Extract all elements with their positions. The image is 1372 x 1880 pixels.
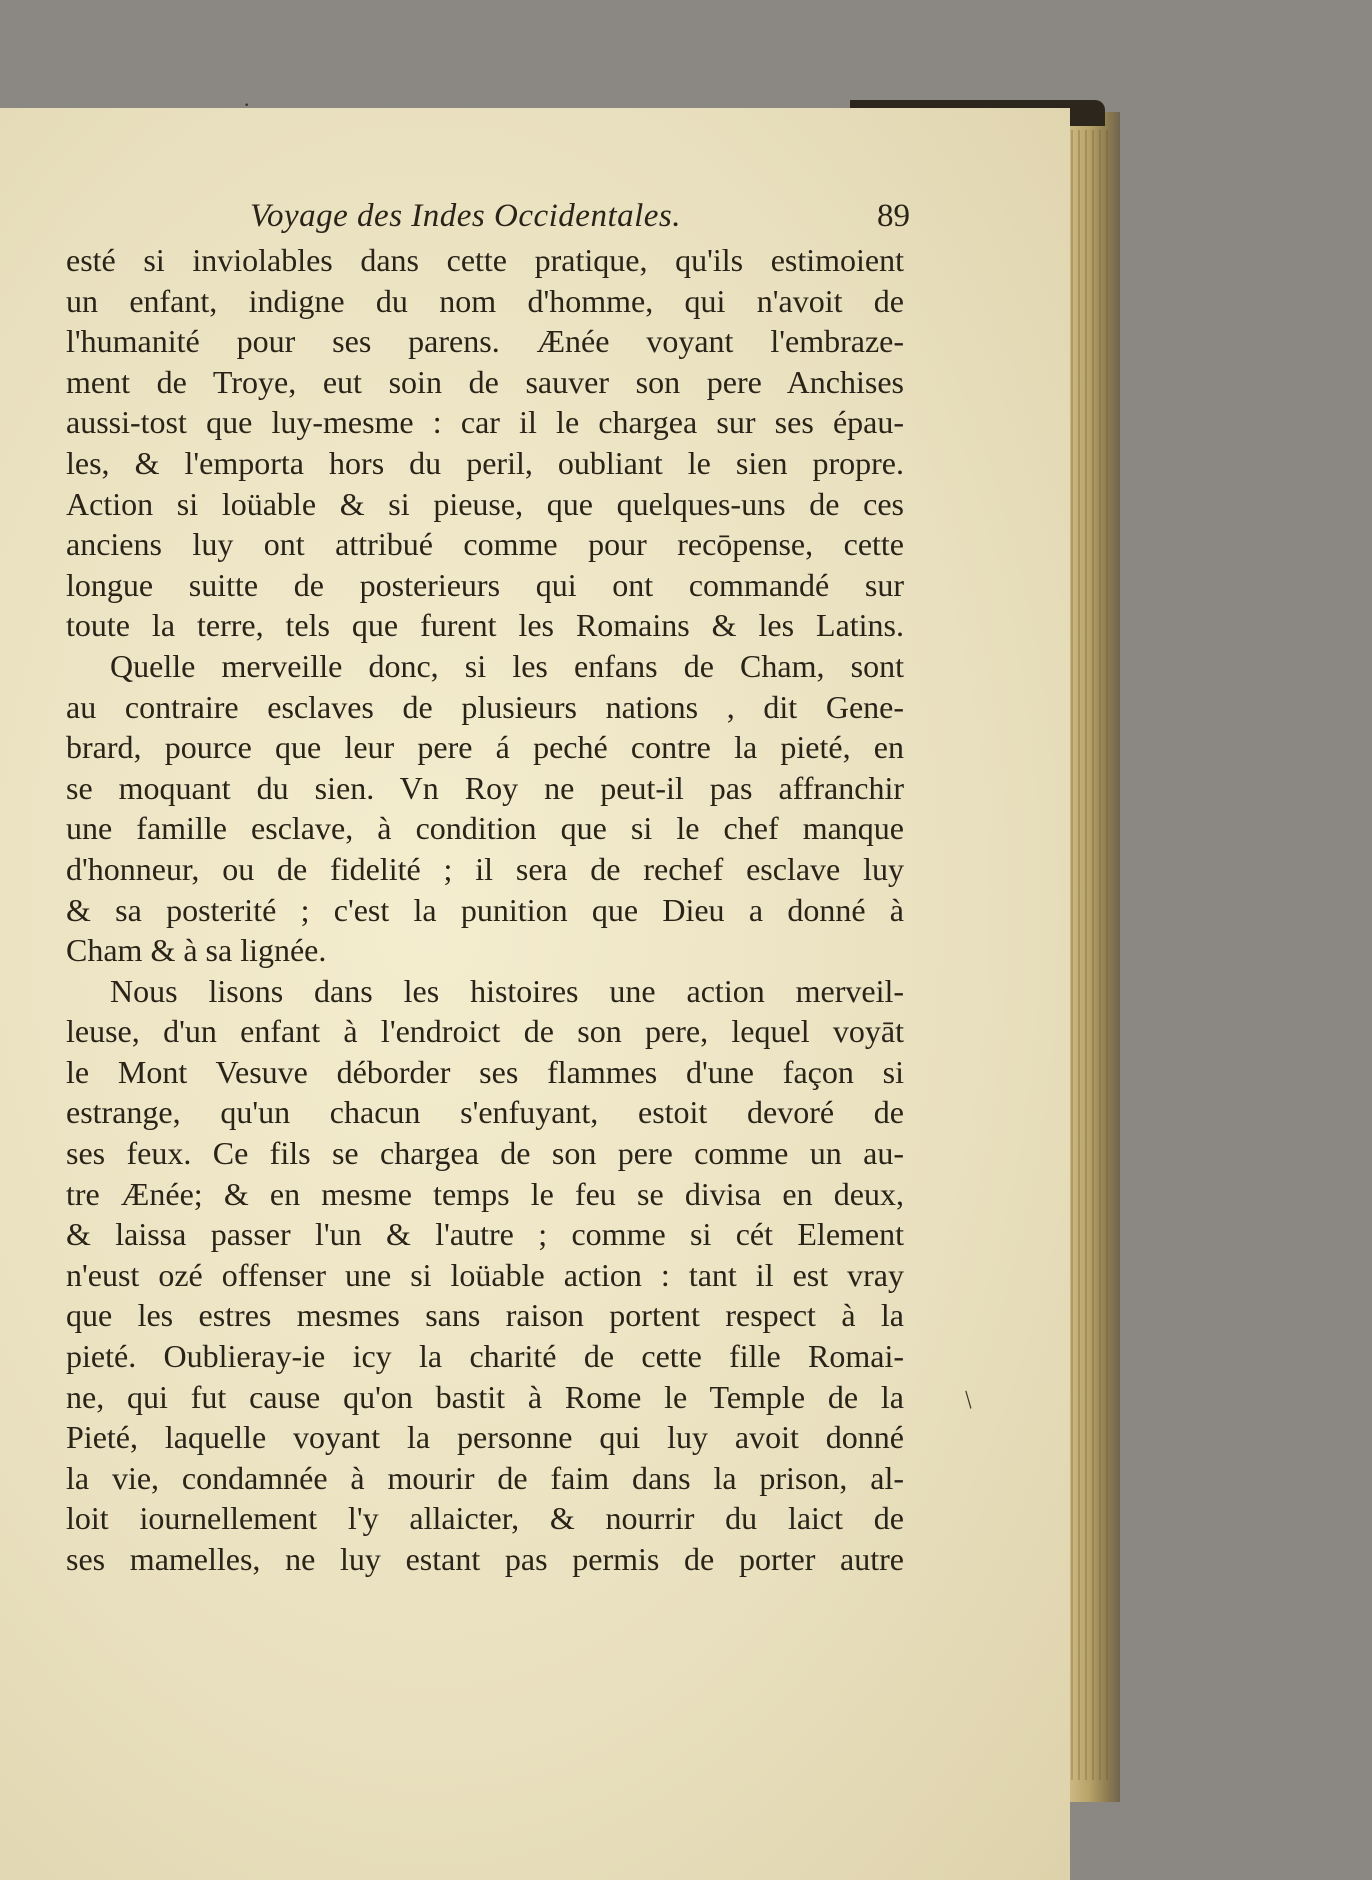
body-text <box>66 240 904 1580</box>
text-line: Action si loüable & si pieuse, que quelques-uns de ces <box>66 485 904 522</box>
text-line: estrange, qu'un chacun s'enfuyant, estoit devoré de <box>66 1094 904 1131</box>
header-title: Voyage des Indes Occidentales. <box>250 198 682 234</box>
text-line: ses feux. Ce fils se chargea de son pere comme un au- <box>66 1135 904 1172</box>
text-line: d'honneur, ou de fidelité ; il sera de rechef esclave luy <box>66 850 904 887</box>
text-line: & laissa passer l'un & l'autre ; comme si cét Element <box>66 1216 904 1253</box>
text-line: loit iournellement l'y allaicter, & nourrir du laict de <box>66 1500 904 1537</box>
text-line: toute la terre, tels que furent les Romains & les Latins. <box>66 607 904 644</box>
text-line: & sa posterité ; c'est la punition que Dieu a donné à <box>66 891 904 928</box>
margin-mark: / <box>957 1385 980 1414</box>
paragraph-start-line: Nous lisons dans les histoires une action merveil- <box>110 972 904 1009</box>
paragraph-start-line: Quelle merveille donc, si les enfans de Cham, sont <box>110 647 904 684</box>
text-line: anciens luy ont attribué comme pour recōpense, cette <box>66 526 904 563</box>
text-line: tre Ænée; & en mesme temps le feu se divisa en deux, <box>66 1175 904 1212</box>
text-line: leuse, d'un enfant à l'endroict de son pere, lequel voyāt <box>66 1013 904 1050</box>
text-line: une famille esclave, à condition que si le chef manque <box>66 810 904 847</box>
text-line: au contraire esclaves de plusieurs nations , dit Gene- <box>66 688 904 725</box>
paragraph-end-line: Cham & à sa lignée. <box>66 932 327 969</box>
text-line: les, & l'emporta hors du peril, oubliant le sien propre. <box>66 444 904 481</box>
text-line: un enfant, indigne du nom d'homme, qui n'avoit de <box>66 282 904 319</box>
page-number: 89 <box>877 198 910 234</box>
running-header <box>250 198 910 240</box>
text-line: l'humanité pour ses parens. Ænée voyant l'embraze- <box>66 323 904 360</box>
stray-mark: · <box>243 92 251 117</box>
text-line: que les estres mesmes sans raison portent respect à la <box>66 1297 904 1334</box>
text-line: le Mont Vesuve déborder ses flammes d'une façon si <box>66 1053 904 1090</box>
text-line: ment de Troye, eut soin de sauver son pere Anchises <box>66 363 904 400</box>
text-line: Pieté, laquelle voyant la personne qui luy avoit donné <box>66 1419 904 1456</box>
text-line: longue suitte de posterieurs qui ont commandé sur <box>66 566 904 603</box>
text-line: brard, pource que leur pere á peché contre la pieté, en <box>66 729 904 766</box>
text-line: ne, qui fut cause qu'on bastit à Rome le Temple de la <box>66 1378 904 1415</box>
text-line: ses mamelles, ne luy estant pas permis de porter autre <box>66 1541 904 1577</box>
text-line: pieté. Oublieray-ie icy la charité de cette fille Romai- <box>66 1338 904 1375</box>
text-line: se moquant du sien. Vn Roy ne peut-il pas affranchir <box>66 769 904 806</box>
text-line: la vie, condamnée à mourir de faim dans la prison, al- <box>66 1459 904 1496</box>
text-line: n'eust ozé offenser une si loüable action : tant il est vray <box>66 1256 904 1293</box>
text-line: aussi-tost que luy-mesme : car il le chargea sur ses épau- <box>66 404 904 441</box>
text-line: esté si inviolables dans cette pratique, qu'ils estimoient <box>66 242 904 278</box>
